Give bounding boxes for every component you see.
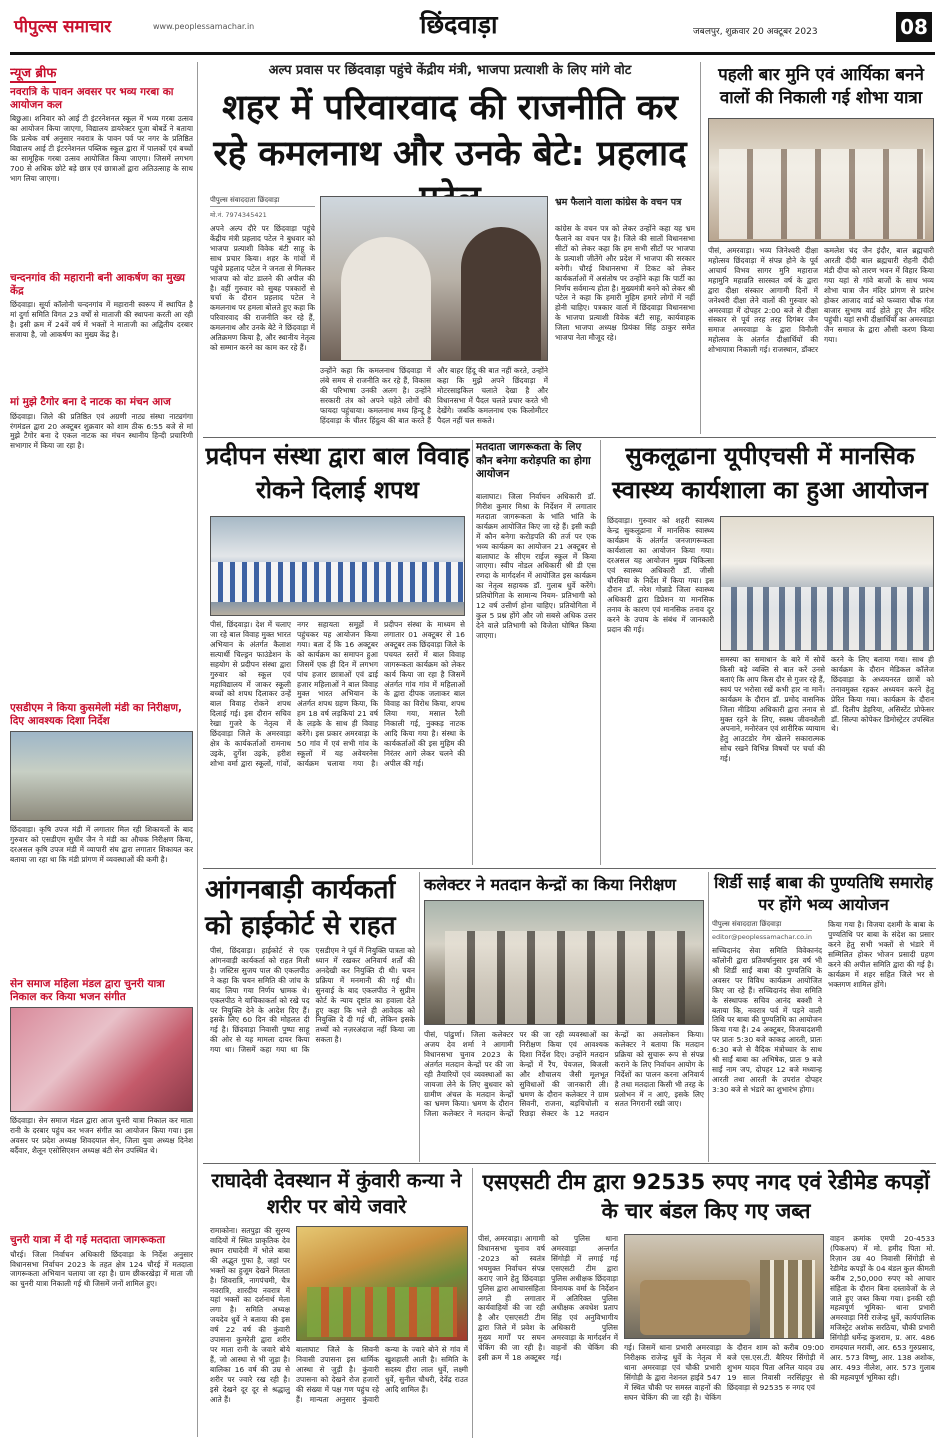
top-story-headline: शहर में परिवारवाद की राजनीति कर रहे कमलनाथ और उनके बेटे: प्रहलाद <box>213 88 687 174</box>
top-story-side-body: कांग्रेस के वचन पत्र को लेकर उन्होंने कहा यह भ्रम फैलाने का वचन पत्र है। जिले की सातों विधानसभा सीटों को लेकर कहा कि हम सभी सीटों पर भाजपा के प्रत्याशी जीतेंगे और प्रदेश में भाजपा की सरकार बनेगी। चौरई विधानसभा में टिकट को लेकर कार्यकर्ताओं में असंतोष पर उन्होंने कहा कि पार्टी का निर्णय सर्वमान्य होता है। मुख्यमंत्री बनने को लेकर श्री पटेल ने कहा कि हमारी मुहिम हमारे लोगों में नहीं होनी चाहिए। पत्रकार वार्ता में छिंदवाड़ा विधानसभा के भाजपा प्रत्याशी विवेक बंटी साहू, कार्यवाहक जिला भाजपा अध्यक्ष प्रियंका सिंह ठाकुर समेत भाजपा नेता मौजूद रहे। <box>555 224 695 343</box>
top-story-mobile: मो.नं. 7974345421 <box>210 211 267 219</box>
jaware-photo <box>296 1226 468 1341</box>
brief-item-body: छिंदवाड़ा। जिले की प्रतिष्ठित एवं अग्रणी नाट्य संस्था नाट्यगंगा रंगमंडल द्वारा 20 अक्टूबर शुक्रवार को शाम ठीक 6:55 बजे से मां मुझे टैगोर बना दे एकल नाटक का मंचन स्थानीय हिन्दी प्रचारिणी सभागार में किया जा रहा है। <box>10 411 193 451</box>
brief-item <box>10 272 193 390</box>
sst-photo <box>624 1234 824 1339</box>
paper-logo <box>14 14 111 37</box>
brief-item-title: मां मुझे टैगोर बना दे नाटक का मंचन आज <box>10 396 171 408</box>
brief-item <box>10 978 193 1228</box>
anganwadi-headline: आंगनबाड़ी कार्यकर्ता को हाईकोर्ट से राहत <box>205 875 396 942</box>
group-figures <box>719 149 925 239</box>
sai-headline: शिर्डी साईं बाबा की पुण्यतिथि समारोह पर होंगे भव्य आयोजन <box>714 873 933 914</box>
column-divider <box>708 872 709 1162</box>
brief-item-body: छिंदवाड़ा। सूर्या कॉलोनी चन्दनगांव में महारानी स्वरूप में स्थापित है मां दुर्गा समिति विगत 23 वर्षों से माताजी की स्थापना करती आ रही है। इसी क्रम में 24वें वर्ष में भक्तों ने माताजी का अद्वितीय दरबार सजाया है, जो आकर्षण का मुख्य केंद्र है। <box>10 300 193 339</box>
column-divider <box>419 872 420 1162</box>
brief-label: न्यूज ब्रीफ <box>10 63 56 83</box>
workshop-photo <box>720 516 934 651</box>
top-story-body-2: उन्होंने कहा कि कमलनाथ छिंदवाड़ा में लंबे समय से राजनीति कर रहे हैं, विकास की परिभाषा उनकी अलग है। उन्होंने सरकारी तंत्र को अपने चहेते लोगों की फायदा पहुंचाया। कमलनाथ मध्य हिन्दू है हिंदवाड़ा के चीतर हिंदुत्व की बात करते हैं और बाहर हिंदू की बात नहीं करते, उन्होंने कहा कि मुझे अपने छिंदवाड़ा में मोटरसाइकिल चलाते देखा है और विधानसभा में पैदल चलते प्रचार करते भी देखेंगे। जबकि कमलनाथ एक किलोमीटर पैदल नहीं चल सकते। <box>320 366 548 425</box>
brief-item-title: चन्दनगांव की महारानी बनी आकर्षण का मुख्य केंद्र <box>10 272 185 297</box>
news-brief-column <box>10 62 193 1437</box>
mandi-photo <box>10 731 193 821</box>
brief-item <box>10 1234 193 1374</box>
top-story-byline: पीपुल्स संवाददाता छिंदवाड़ा <box>210 196 315 207</box>
seized-bundles <box>640 1280 750 1335</box>
collector-photo <box>424 900 704 1025</box>
prahlad-patel-photo <box>320 196 548 361</box>
brief-item <box>10 396 193 696</box>
raghadevi-body: रामाकोना। सतपुड़ा की सुरम्य वादियों में स्थित प्राकृतिक देव स्थान राघादेवी में भोले बाबा की अद्भुत गुफा है, जहां पर भक्तों का हुजूम देखने मिलता है। शिवरात्रि, नागपंचमी, चैत्र नवरात्रि, शारदीय नवरात्र में यहां भक्तों का दर्शनार्थ मेला लगा है। समिति अध्यक्ष जयदेव धुर्वे ने बताया की इस वर्ष 22 वर्ष की कुंवारी उपासना कुमरेती द्वारा शरीर पर माता रानी के जवारे बोये हैं, जो आस्था से भी जुड़ा है। बालिका 16 वर्ष की उम्र से शरीर पर ज्वारे रख रही है। इसे देखने दूर दूर से श्रद्धालु आते हैं। <box>210 1226 290 1404</box>
section-rule <box>203 437 936 438</box>
website: www.peoplessamachar.in <box>153 22 255 31</box>
top-story-kicker: अल्प प्रवास पर छिंदवाड़ा पहुंचे केंद्रीय मंत्री, भाजपा प्रत्याशी के लिए मांगे वोट <box>268 63 632 78</box>
shobha-yatra-photo <box>708 118 934 242</box>
brief-item-body: चौरई। जिला निर्वाचन अधिकारी छिंदवाड़ा के निर्देश अनुसार विधानसभा निर्वाचन 2023 के तहत क्षेत्र 124 चौरई में मतदाता जागरूकता अभियान चलाया जा रहा है। ग्राम छीकरखेड़ा में माता जी का चुनरी यात्रा निकाली गई थी जिसमें जनों शामिल हुए। <box>10 1249 193 1289</box>
chunari-photo <box>10 1007 193 1112</box>
brief-item-body: छिंदवाड़ा। कृषि उपज मंडी में लगातार मिल रही शिकायतों के बाद गुरुवार को एसडीएम सुधीर जैन ने मंडी का औचक निरीक्षण किया, दरअसल कृषि उपज मंडी में व्यापारी संघ द्वारा लगातार शिकायत कर बताया जा रहा था कि मंडी प्रांगण में व्यवस्थाओं की कमी है। <box>10 825 193 864</box>
police-figures <box>760 1260 815 1339</box>
pradipan-body: पीसं, छिंदवाड़ा। देश में चलाए जा रहे बाल विवाह मुक्त भारत अभियान के अंतर्गत कैलाश सत्यार्थी चिल्ड्रन फाउंडेशन के सहयोग से प्रदीपन संस्था द्वारा गुरुवार को स्कूल एवं महाविद्यालय में जाकर स्कूली बच्चों को शपथ दिलाकर उन्हें बाल विवाह रोकने शपथ दिलाई गई। इस दौरान सचिव रेखा गुजरे के नेतृत्व में छिंदवाड़ा जिले के अमरवाड़ा क्षेत्र के कार्यकर्ताओं रामनाथ उइके, दुर्गेश उइके, हरीश शोभा वर्मा द्वारा स्कूलों, गांवों, नगर सहायता समूहों में पहुंचकर यह आयोजन किया गया। बता दें कि 16 अक्टूबर को कार्यक्रम का समापन हुआ जिसमें एक ही दिन में लगभग पांच हजार छात्राओं एवं ढाई हजार महिलाओं ने बाल विवाह मुक्त भारत अभियान के अंतर्गत शपथ ग्रहण किया, कि हम 18 वर्ष लड़कियां 21 वर्ष के लड़के के साथ ही विवाह करेंगे। इस प्रकार अमरवाड़ा के 50 गांव में एवं सभी गांव के स्कूलों में यह अवेयरनेस कार्यक्रम चलाया गया है। प्रदीपन संस्था के माध्यम से लगातार 01 अक्टूबर से 16 अक्टूबर तक छिंदवाड़ा जिले के पचयत स्तरों में बाल विवाह जागरूकता कार्यक्रम को लेकर कार्य किया जा रहा है जिसमें अंतर्गत गांव गांव में महिलाओं के द्वारा दीपक जलाकर बाल विवाह का विरोध किया, शपथ लिया गया, मसाल रैली निकाली गई, नुक्कड़ नाटक आदि किया गया है। संस्था के कार्यकर्ताओं की इस मुहिम की निरंतर आगे लेकर चलने की अपील की गई। <box>210 620 465 768</box>
muni-headline: पहली बार मुनि एवं आर्यिका बनने वालों की निकाली गई शोभा यात्रा <box>718 65 924 108</box>
sai-body-1: सच्चिदानंद सेवा समिति विवेकानंद कॉलोनी द्वारा प्रतिवर्षानुसार इस वर्ष भी श्री शिर्डी साईं बाबा की पुण्यतिथि के अवसर पर विविध कार्यक्रम आयोजित किए जा रहे हैं। सच्चिदानंद सेवा समिति के संस्थापक सचिव आनंद बक्शी ने बताया कि, नवरात्र पर्व में पड़ने वाली तिथि पर बाबा की पुण्यतिथि का आयोजन किया गया है। 24 अक्टूबर, विजयादशमी पर प्रातः 5:30 बजे काकड़ आरती, प्रातः 6:30 बजे से वैदिक मंत्रोच्चार के साथ श्री साईं बाबा का अभिषेक, प्रातः 9 बजे साईं नाम जप, दोपहर 12 बजे मध्यान्ह आरती तथा आरती के उपरांत दोपहर 3:30 बजे से भंडारे का शुभारंभ होगा। <box>712 946 822 1094</box>
collector-body: पीसं, पांढुर्णा। जिला कलेक्टर अजय देव शर्मा ने आगामी विधानसभा चुनाव 2023 के अंतर्गत मतदान केन्द्रों पर की जा रही तैयारियों एवं व्यवस्थाओं का जायजा लेने के लिए बुधवार को ग्रामीण अंचल के मतदान केन्द्रों का भ्रमण किया। भ्रमण के दौरान जिला कलेक्टर ने मतदान केन्द्रों पर की जा रही व्यवस्थाओं का निरीक्षण किया एवं आवश्यक दिशा निर्देश दिए। उन्होंने मतदान केन्द्रों में रैंप, पेयजल, बिजली और शौचालय जैसी मूलभूत सुविधाओं की जानकारी ली। भ्रमण के दौरान कलेक्टर ने ग्राम सिवनी, राजना, बड़चिचोली व रिछड़ा सेक्टर के 12 मतदान केन्द्रों का अवलोकन किया। कलेक्टर ने बताया कि मतदान प्रक्रिया को सुचारू रूप से संपन्न कराने के लिए निर्वाचन आयोग के निर्देशों का पालन करना अनिवार्य है तथा मतदाता किसी भी तरह के प्रलोभन में न आएं, इसके लिए सतत निगरानी रखी जाए। <box>424 1030 704 1119</box>
column-divider <box>472 440 473 865</box>
sukludhana-headline: सुकलूढाना यूपीएचसी में मानसिक स्वास्थ्य कार्यशाला का हुआ आयोजन <box>612 442 928 504</box>
voter-headline: मतदाता जागरूकता के लिए कौन बनेगा करोड़पति का होगा आयोजन <box>476 441 591 481</box>
raghadevi-body-2: बालाघाट जिले के सिवनी निवासी उपासना इस धार्मिक आस्था से जुड़ी है। कुंवारी उपासना को देखने रोज हजारों की संख्या में पक्ष गण पहुंच रहे हैं। मान्यता अनुसार कुंवारी कन्या के ज्वारे बोने से गांव में खुशहाली आती है। समिति के सदस्य हीरा लाल धुर्वे, लक्ष्मी धुर्वे, सुनील चौधरी, देवेंद्र राउत आदि शामिल हैं। <box>296 1345 468 1404</box>
brief-item-title: सेन समाज महिला मंडल द्वारा चुनरी यात्रा निकाल कर किया भजन संगीत <box>10 978 165 1003</box>
column-divider <box>600 440 601 865</box>
brief-item-body: छिंदवाड़ा। सेन समाज मंडल द्वारा आज चुनरी यात्रा निकाल कर माता रानी के दरबार पहुंच कर भजन संगीत का आयोजन किया गया। इस अवसर पर प्रदेश अध्यक्ष शिवदयाल सेन, जिला युवा अध्यक्ष दिनेश बर्दैवार, शैलून एसोसिएशन अध्यक्ष बंटी सेन उपस्थित थे। <box>10 1116 193 1155</box>
sukludhana-body-3: करने के लिए बताया गया। साथ ही कार्यक्रम के दौरान मेडिकल कॉलेज छिंदवाड़ा के अध्ययनरत छात्रों को तनावमुक्त रहकर अध्ययन करने हेतु प्रेरित किया गया। कार्यक्रम के दौरान डॉ. दिलीप डेहरिया, असिस्टेंट प्रोफेसर डॉ. सिल्पा कोपेकर डिमोस्ट्रेटर उपस्थित थे। <box>831 655 934 734</box>
pradipan-headline: प्रदीपन संस्था द्वारा बाल विवाह रोकने दिलाई शपथ <box>205 442 470 504</box>
sukludhana-body-2: समस्या का समाधान के बारे में सोचें किसी बड़े व्यक्ति से बात करें उनसे बताएं कि आप किस दौर से गुजर रहे हैं, स्वयं पर भरोसा रखें कभी हार ना मानें। कार्यक्रम के दौरान डॉ. प्रमोद वासनिक जिला मीडिया अधिकारी द्वारा तनाव से मुक्त रहने के लिए, स्वस्थ जीवनशैली अपनाने, मनोरंजन एवं शारीरिक व्यायाम हेतु आउटडोर गेम खेलने सकारात्मक सोच रखने विभिन्न विषयों पर चर्चा की गई। <box>720 655 825 764</box>
section-rule <box>203 868 936 869</box>
speaker-right-figure <box>461 227 541 361</box>
sai-byline: पीपुल्स संवाददाता छिंदवाड़ा <box>712 920 812 931</box>
sai-email: editor@peoplessamachar.co.in <box>712 933 812 941</box>
muni-body: पीसं, अमरवाड़ा। भव्य जिनेश्वरी दीक्षा महोत्सव छिंदवाड़ा में संपन्न होने के पूर्व आचार्य विभव सागर मुनि महाराज महामुनि महाव्रति सारस्वत वर्ष के द्वारा द्वारा दीक्षा संस्कार आगामी दिनों में जनेश्वरी दीक्षा लेने वालों की गुरुवार को अमरवाड़ा में दोपहर 2:00 बजे से दीक्षा संस्कार से पूर्व तरह तरह दिगंबर जैन समाज अमरवाड़ा के द्वारा विनौली महोत्सव के अंतर्गत दीक्षार्थियों की शोभायात्रा निकाली गई। राजस्थान, डॉक्टर कमलेश चंद जैन इंदौर, बाल ब्रह्मचारी आरती दीदी बाल ब्रह्मचारी रोहनी दीदी मंडी दीपा को तारण भवन में विहार किया गया यहां से गांवे बाजों के साथ भव्य शोभा यात्रा जैन मंदिर प्रांगण से प्रारंभ होकर आजाद वार्ड को फव्वारा चौक गंज बाजार सुभाष वार्ड होते हुए जैन मंदिर पहुंची। यहां सभी दीक्षार्थियों का अमरवाड़ा जैन समाज के द्वारा औसी करण किया गया। <box>708 246 934 355</box>
sukludhana-body-1: छिंदवाड़ा। गुरुवार को शहरी स्वास्थ्य केन्द्र सुकलूढाना में मानसिक स्वास्थ्य कार्यक्रम के अंतर्गत जनजागरूकता कार्यशाला का आयोजन किया गया। दरअसल यह आयोजन मुख्य चिकित्सा एवं स्वास्थ्य अधिकारी डॉ. जीसी चौरसिया के निर्देश में किया गया। इस दौरान डॉ. नरेश गोन्नाडे जिला स्वास्थ्य अधिकारी द्वारा डिप्रेशन या मानसिक तनाव के कारण एवं मानसिक तनाव दूर करने के उपाय के संबंध में जानकारी प्रदान की गई। <box>607 516 714 635</box>
sst-headline: एसएसटी टीम द्वारा 92535 रुपए नगद एवं रेडीमेड कपड़ों के चार बंडल किए गए जब्त <box>482 1170 930 1224</box>
voter-body: बालाघाट। जिला निर्वाचन अधिकारी डॉ. गिरीश कुमार मिश्रा के निर्देशन में लगातार मतदाता जागरूकता के भांति भांति के कार्यक्रम आयोजित किए जा रहे हैं। इसी कड़ी में कौन बनेगा करोड़पति की तर्ज पर एक भव्य कार्यक्रम का आयोजन 21 अक्टूबर से बालाघाट के सीएम राईज स्कूल में किया जाएगा। स्वीप नोडल अधिकारी श्री डी एस रणदा के मार्गदर्शन में आयोजित इस कार्यक्रम का नेतृत्व सहायक डॉ. गुलाब धुर्वे करेंगे। प्रतियोगिता के सामान्य नियम- प्रतिभागी को 12 वर्ष उत्तीर्ण होना चाहिए। प्रतियोगिता में कुल 5 प्रश्न होंगे और जो सबसे अधिक उत्तर देने वाले प्रतिभागी को विजेता घोषित किया जाएगा। <box>476 492 596 640</box>
sst-body-2: गई। जिसमें थाना प्रभारी अमरवाड़ा निरीक्षक राजेन्द्र धुर्वे के नेतृत्व में थाना अमरवाड़ा एवं चौकी प्रभारी सिंगोड़ी के द्वारा नेशनल हाईवे 547 में स्थित चौकी पर समस्त वाहनों की सघन चेकिंग की जा रही है। चेकिंग के दौरान शाम को करीब 09:00 बजे एस.एस.टी. बैरियर सिंगोड़ी में शुभम यादव पिता अनिल यादव उम्र 19 साल निवासी नरसिंहपुर से छिंदवाड़ा से 92535 रु नगद एवं <box>624 1343 824 1402</box>
audience-rows <box>721 587 934 651</box>
students-row <box>211 562 465 602</box>
top-story-body-1: अपने अल्प दौरे पर छिंदवाड़ा पहुंचे केंद्रीय मंत्री प्रहलाद पटेल ने बुधवार को भाजपा प्रत्याशी विवेक बंटी साहू के साथ प्रचार किया। शहर के गांवों में पहुंचे प्रहलाद पटेल ने जनता से मिलकर भाजपा को वोट डालने की अपील की है। वहीं गुरुवार को सुबह पत्रकारों से चर्चा के दौरान प्रहलाद पटेल ने कमलनाथ पर हमला बोलते हुए कहा कि परिवारवाद की राजनीति कर रहे हैं, कमलनाथ और उनके बेटे ने छिंदवाड़ा में अतिक्रमण किया है, और स्थानीय नेतृत्व को सम्मान करने का काम कर रहे हैं। <box>210 224 315 353</box>
brief-item <box>10 86 193 266</box>
anganwadi-body: पीसं, छिंदवाड़ा। हाईकोर्ट से एक आंगनवाड़ी कार्यकर्ता को राहत मिली है। जस्टिस सुजय पाल की एकलपीठ ने कहा कि चयन समिति की जांच के बाद लिया गया निर्णय भ्रामक थे। एकलपीठ ने याचिकाकर्ता को रखे पद पर नियुक्ति देने के आदेश दिए हैं। इसके लिए 60 दिन की मोहलत दी गई है। छिंदवाड़ा निवासी पुष्पा साहू की ओर से यह मामला दायर किया गया था। जिसमें कहा गया था कि एसडीएम ने पूर्व में नियुक्ति पात्रता को ध्यान में रखकर अनिवार्य शर्तों की अनदेखी कर नियुक्ति दी थी। चयन प्रक्रिया में मनमानी की गई थी। सुनवाई के बाद एकलपीठ ने सुप्रीम कोर्ट के न्याय दृष्टांत का हवाला देते हुए कहा कि भले ही आवेदक को नियुक्ति दे दी गई थी, लेकिन इसके तथ्यों को नज़रअंदाज नहीं किया जा सकता है। <box>210 946 415 1055</box>
column-divider <box>197 62 198 1437</box>
brief-item-title: चुनरी यात्रा में दी गई मतदाता जागरूकता <box>10 1234 166 1246</box>
section-rule <box>203 1163 936 1164</box>
sst-body-1: पीसं, अमरवाड़ा। आगामी विधानसभा चुनाव वर्ष -2023 को स्वतंत्र भयमुक्त निर्वाचन संपन्न कराए जाने हेतु छिंदवाड़ा पुलिस द्वारा आचारसंहिता लगते ही लगातार कार्यवाहियों की जा रही है और एसएसटी टीम द्वारा जिले में प्रवेश के मुख्य मार्गों पर सघन चेकिंग की जा रही है। इसी क्रम में 18 अक्टूबर को पुलिस थाना अमरवाड़ा अन्तर्गत सिंगोड़ी में लगाई गई एसएसटी टीम द्वारा पुलिस अधीक्षक छिंदवाड़ा विनायक वर्मा के निर्देशन में अतिरिक्त पुलिस अधीक्षक अवधेश प्रताप सिंह एवं अनुविभागीय अधिकारी पुलिस अमरवाड़ा के मार्गदर्शन में वाहनों की चेकिंग की गई। <box>478 1234 618 1363</box>
brief-item-title: एसडीएम ने किया कुसमेली मंडी का निरीक्षण, दिए आवश्यक दिशा निर्देश <box>10 702 183 727</box>
masthead-rule <box>10 52 935 55</box>
column-divider <box>700 62 701 434</box>
date-line: जबलपुर, शुक्रवार 20 अक्टूबर 2023 <box>693 27 818 37</box>
speaker-left-figure <box>341 237 431 361</box>
masthead <box>0 0 945 55</box>
column-divider <box>472 1168 473 1438</box>
collector-headline: कलेक्टर ने मतदान केन्द्रों का किया निरीक्षण <box>424 875 676 894</box>
jaware-pots <box>307 1287 457 1337</box>
raghadevi-headline: राघादेवी देवस्थान में कुंवारी कन्या ने शरीर पर बोये जवारे <box>211 1169 462 1219</box>
brief-item-body: बिछुआ। शनिवार को आई टी इंटरनेशनल स्कूल में भव्य गरबा उत्सव का आयोजन किया जाएगा, विद्यालय डायरेक्टर पूजा बोबर्डे ने बताया कि प्रत्येक वर्ष अनुसार नवरात्र के पावन पर्व पर नगर के प्रतिष्ठित विद्यालय आई टी इंटरनेशनल पब्लिक स्कूल द्वारा में पालकों एवं बच्चों का सामूहिक गरबा उत्सव आयोजित किया जाएगा। जिसमें लगभग 700 से अधिक छोटे बड़े छात्र एवं छात्राओं द्वारा अतिउत्साह के साथ भाग लिया जाएगा। <box>10 114 193 183</box>
brief-item <box>10 702 193 972</box>
sai-body-2: किया गया है। विजया दशमी के बाबा के पुण्यतिथि पर बाबा के संदेश का प्रसार करने हेतु सभी भक्तों से भंडारे में सम्मिलित होकर भोजन प्रसादी ग्रहण करने की अपील समिति द्वारा की गई है। कार्यक्रम में शहर सहित जिले भर से भक्तगण शामिल होंगे। <box>828 920 934 989</box>
top-story-side-title: भ्रम फैलाने वाला कांग्रेस के वचन पत्र <box>555 197 682 208</box>
paper-name: पीपुल्स समाचार <box>14 17 112 37</box>
sst-body-3: वाहन क्रमांक एमपी 20-4533 (पिकअप) में मो. हमीद पिता मो. रिज़ान उम्र 40 निवासी सिंगोड़ी से रेडीमेड कपड़ों के 04 बंडल कुल कीमती करीब 2,50,000 रुपए को आचार संहिता के दौरान बिना दस्तावेजों के ले जाते हुए जब्त किया गया। इनकी रही महत्वपूर्ण भूमिका- थाना प्रभारी अमरवाड़ा निरी राजेन्द्र धुर्वे, कार्यपालिक मजिस्ट्रेट अशोक सरठिया, चौकी प्रभारी सिंगोड़ी धर्मेन्द्र कुशराम, प्र. आर. 486 रामदयाल मरावी, आर. 653 गुरुप्रसाद, आर. 573 विष्णु, आर. 138 अशोक, आर. 493 नीलेश, आर. 573 गुलाब की महत्वपूर्ण भूमिका रही। <box>830 1234 935 1382</box>
pradipan-photo <box>210 516 465 616</box>
section-title: छिंदवाड़ा <box>420 10 498 39</box>
officials-figures <box>445 931 685 1025</box>
page-number: 08 <box>896 12 932 42</box>
brief-item-title: नवरात्रि के पावन अवसर पर भव्य गरबा का आयोजन कल <box>10 86 174 111</box>
